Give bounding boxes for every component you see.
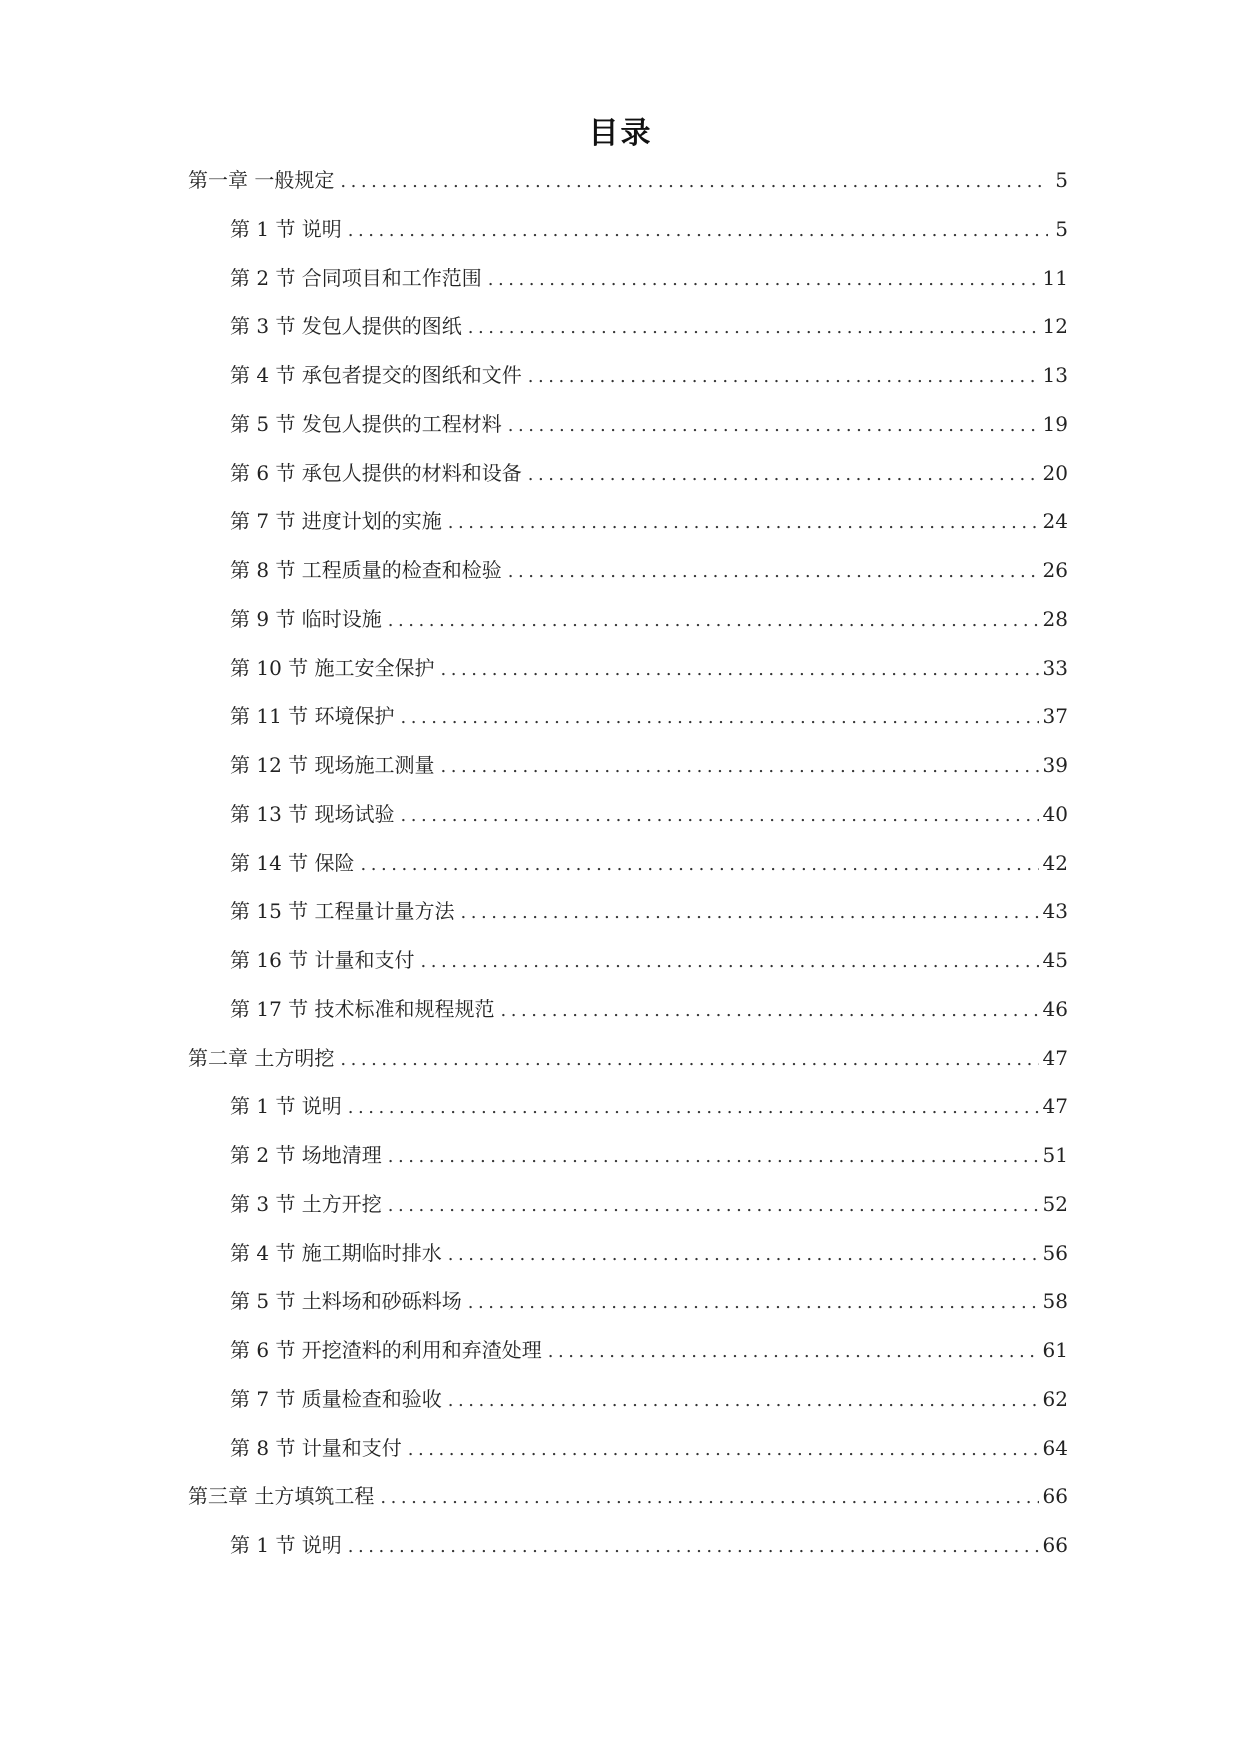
toc-page-number: 56 (1042, 1240, 1068, 1265)
toc-entry-label: 第三章 土方填筑工程 (188, 1484, 375, 1509)
toc-entry-label: 第二章 土方明挖 (188, 1045, 335, 1070)
toc-dot-leader (340, 1048, 1038, 1072)
toc-section-entry[interactable] (188, 1436, 1068, 1485)
toc-page-number: 51 (1042, 1143, 1068, 1167)
toc-section-entry[interactable] (188, 314, 1068, 363)
toc-entry-label: 第 13 节 现场试验 (230, 801, 395, 826)
toc-entry-label: 第 11 节 环境保护 (230, 704, 395, 729)
toc-chapter-entry[interactable] (188, 1484, 1068, 1533)
toc-section-entry[interactable] (188, 363, 1068, 412)
toc-page-number: 40 (1042, 801, 1068, 826)
toc-entry-label: 第 15 节 工程量计量方法 (230, 899, 455, 924)
toc-section-entry[interactable] (188, 461, 1068, 510)
toc-page-number: 66 (1042, 1533, 1068, 1557)
table-of-contents (188, 168, 1068, 1582)
toc-dot-leader (348, 1535, 1039, 1559)
toc-page-number: 20 (1042, 460, 1068, 485)
toc-entry-label: 第 14 节 保险 (230, 850, 355, 875)
toc-entry-label: 第 1 节 说明 (230, 1533, 342, 1557)
toc-page-number: 52 (1042, 1191, 1068, 1216)
toc-section-entry[interactable] (188, 1533, 1068, 1582)
toc-dot-leader (361, 853, 1039, 877)
toc-dot-leader (441, 755, 1039, 779)
toc-dot-leader (501, 999, 1039, 1023)
toc-page-number: 33 (1042, 655, 1068, 680)
toc-dot-leader (340, 170, 1048, 194)
toc-section-entry[interactable] (188, 753, 1068, 802)
toc-section-entry[interactable] (188, 704, 1068, 753)
toc-entry-label: 第 8 节 计量和支付 (230, 1435, 402, 1460)
toc-dot-leader (448, 511, 1039, 535)
toc-dot-leader (408, 1438, 1039, 1462)
toc-section-entry[interactable] (188, 217, 1068, 266)
toc-section-entry[interactable] (188, 802, 1068, 851)
toc-page-number: 46 (1042, 996, 1068, 1021)
toc-dot-leader (508, 560, 1039, 584)
toc-section-entry[interactable] (188, 1192, 1068, 1241)
toc-page-number: 19 (1042, 411, 1068, 436)
toc-section-entry[interactable] (188, 1094, 1068, 1143)
toc-section-entry[interactable] (188, 1289, 1068, 1338)
toc-page-number: 62 (1042, 1386, 1068, 1411)
toc-page-number: 66 (1042, 1484, 1068, 1509)
toc-page-number: 64 (1042, 1435, 1068, 1460)
toc-entry-label: 第 3 节 土方开挖 (230, 1191, 382, 1216)
toc-page-number: 47 (1042, 1094, 1068, 1119)
toc-page-number: 11 (1042, 265, 1068, 290)
toc-entry-label: 第 9 节 临时设施 (230, 606, 382, 631)
toc-page-number: 26 (1042, 558, 1068, 582)
toc-section-entry[interactable] (188, 266, 1068, 315)
toc-entry-label: 第 1 节 说明 (230, 216, 342, 241)
toc-page-number: 45 (1042, 948, 1068, 972)
toc-section-entry[interactable] (188, 899, 1068, 948)
toc-dot-leader (380, 1486, 1038, 1510)
toc-page-number: 58 (1042, 1289, 1068, 1314)
toc-section-entry[interactable] (188, 1338, 1068, 1387)
toc-dot-leader (468, 1291, 1039, 1315)
toc-dot-leader (388, 609, 1039, 633)
toc-dot-leader (448, 1389, 1039, 1413)
toc-section-entry[interactable] (188, 997, 1068, 1046)
toc-dot-leader (441, 658, 1039, 682)
toc-page-number: 24 (1042, 509, 1068, 534)
toc-entry-label: 第 12 节 现场施工测量 (230, 753, 435, 777)
toc-entry-label: 第 6 节 承包人提供的材料和设备 (230, 460, 522, 485)
toc-dot-leader (348, 1096, 1039, 1120)
toc-dot-leader (528, 463, 1039, 487)
toc-section-entry[interactable] (188, 558, 1068, 607)
toc-entry-label: 第 7 节 质量检查和验收 (230, 1386, 442, 1411)
toc-dot-leader (388, 1194, 1039, 1218)
toc-page-number: 47 (1042, 1045, 1068, 1070)
toc-section-entry[interactable] (188, 412, 1068, 461)
toc-dot-leader (388, 1145, 1039, 1169)
toc-page-number: 42 (1042, 850, 1068, 875)
toc-title: 目录 (588, 116, 653, 151)
toc-entry-label: 第 7 节 进度计划的实施 (230, 509, 442, 534)
toc-section-entry[interactable] (188, 851, 1068, 900)
toc-section-entry[interactable] (188, 1387, 1068, 1436)
toc-page-number: 28 (1042, 606, 1068, 631)
toc-section-entry[interactable] (188, 948, 1068, 997)
toc-entry-label: 第 1 节 说明 (230, 1094, 342, 1119)
toc-dot-leader (548, 1340, 1039, 1364)
toc-dot-leader (508, 414, 1039, 438)
toc-entry-label: 第一章 一般规定 (188, 168, 335, 192)
toc-entry-label: 第 5 节 土料场和砂砾料场 (230, 1289, 462, 1314)
toc-page-number: 5 (1055, 216, 1068, 241)
toc-dot-leader (448, 1243, 1039, 1267)
toc-page-number: 5 (1055, 168, 1068, 192)
toc-entry-label: 第 8 节 工程质量的检查和检验 (230, 558, 502, 582)
toc-dot-leader (528, 365, 1039, 389)
toc-entry-label: 第 6 节 开挖渣料的利用和弃渣处理 (230, 1338, 542, 1362)
toc-entry-label: 第 3 节 发包人提供的图纸 (230, 314, 462, 339)
toc-page-number: 37 (1042, 704, 1068, 729)
toc-section-entry[interactable] (188, 1143, 1068, 1192)
toc-entry-label: 第 4 节 承包者提交的图纸和文件 (230, 363, 522, 387)
toc-entry-label: 第 16 节 计量和支付 (230, 948, 415, 972)
toc-entry-label: 第 2 节 场地清理 (230, 1143, 382, 1167)
toc-entry-label: 第 2 节 合同项目和工作范围 (230, 265, 482, 290)
toc-page-number: 13 (1042, 363, 1068, 387)
toc-page-number: 61 (1042, 1338, 1068, 1362)
toc-dot-leader (461, 901, 1039, 925)
toc-chapter-entry[interactable] (188, 1046, 1068, 1095)
toc-dot-leader (401, 804, 1039, 828)
toc-dot-leader (421, 950, 1039, 974)
toc-section-entry[interactable] (188, 607, 1068, 656)
toc-page-number: 39 (1042, 753, 1068, 777)
toc-entry-label: 第 5 节 发包人提供的工程材料 (230, 411, 502, 436)
toc-dot-leader (348, 219, 1048, 243)
toc-dot-leader (468, 316, 1039, 340)
toc-section-entry[interactable] (188, 656, 1068, 705)
toc-chapter-entry[interactable] (188, 168, 1068, 217)
toc-entry-label: 第 17 节 技术标准和规程规范 (230, 996, 495, 1021)
toc-dot-leader (401, 706, 1039, 730)
toc-page-number: 12 (1042, 314, 1068, 339)
toc-entry-label: 第 10 节 施工安全保护 (230, 655, 435, 680)
toc-section-entry[interactable] (188, 1241, 1068, 1290)
toc-page-number: 43 (1042, 899, 1068, 924)
toc-section-entry[interactable] (188, 509, 1068, 558)
toc-entry-label: 第 4 节 施工期临时排水 (230, 1240, 442, 1265)
toc-dot-leader (488, 268, 1039, 292)
